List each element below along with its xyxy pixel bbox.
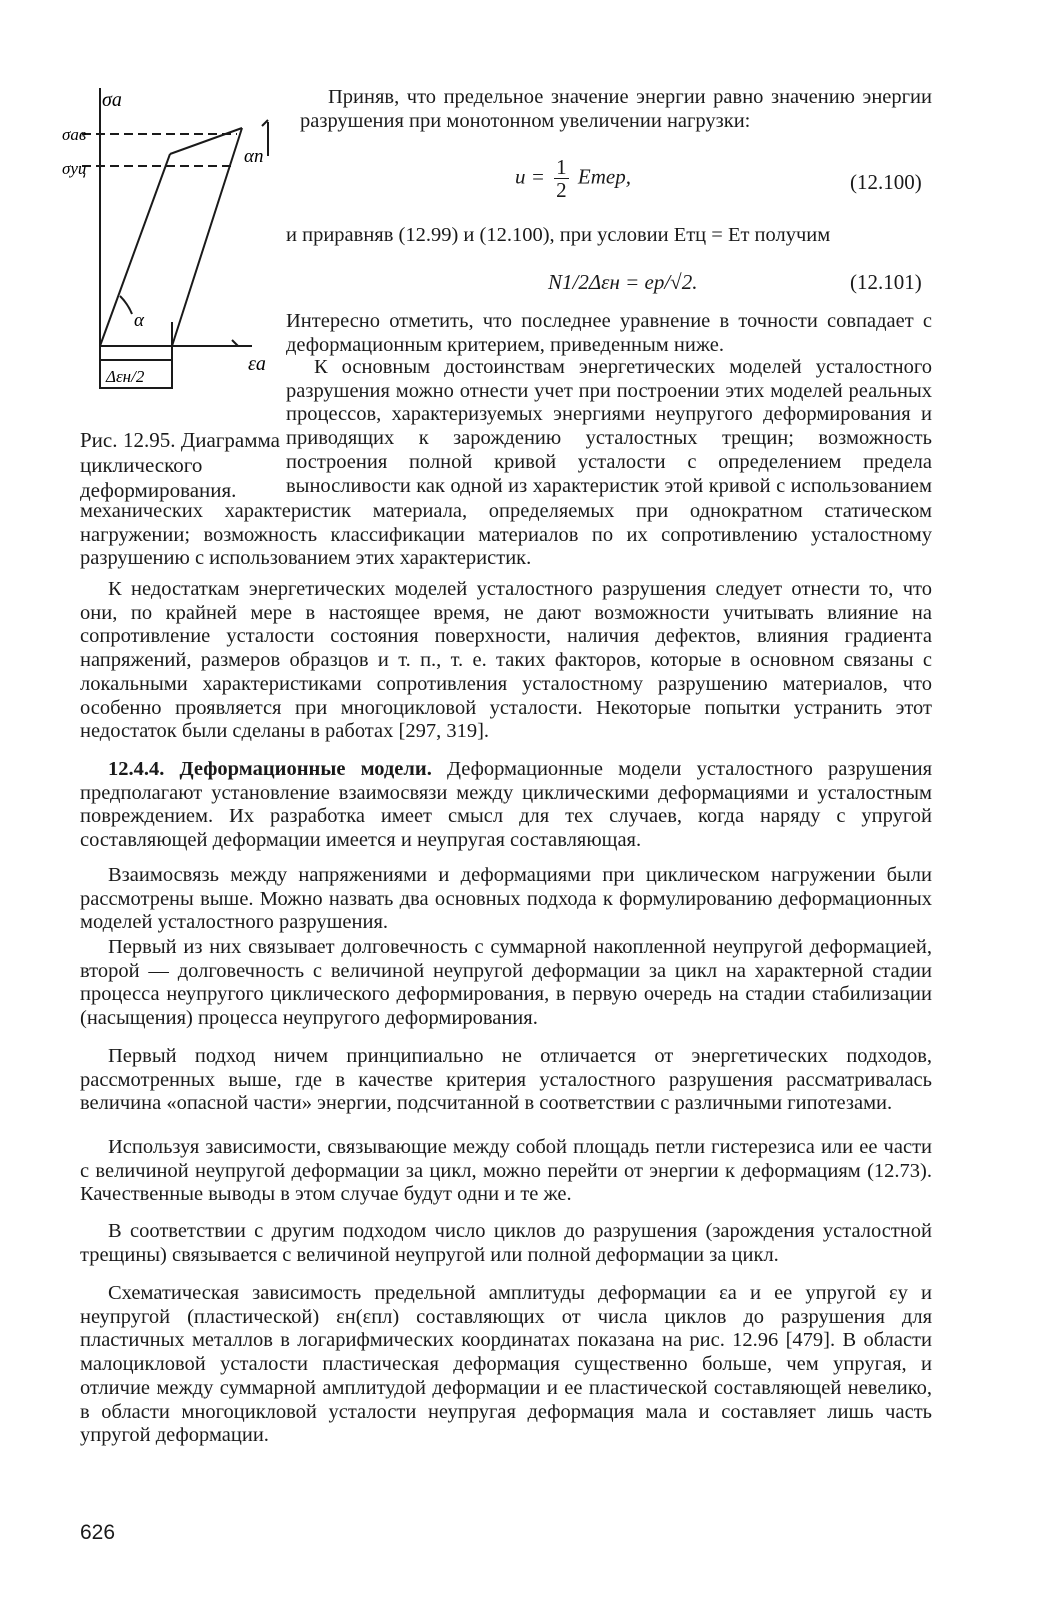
paragraph-10: Схематическая зависимость предельной амплитуды деформации εa и ее упругой εy и неупругой (пластической) εн(εпл) составляющих от числа циклов до разрушения для пластичных металлов в логарифмических координатах показана на рис. 12.96 [479]. В области малоцикловой усталости пластическая деформация существенно больше, чем упругая, и отличие между суммарной амплитудой деформации и ее пластической составляющей невелико, в области многоцикловой усталости неупругая деформация мала и составляет лишь часть упругой деформации. [80, 1282, 932, 1447]
paragraph-7: Первый подход ничем принципиально не отличается от энергетических подходов, рассмотренных выше, где в качестве критерия усталостного разрушения рассматривалась величина «опасной части» энергии, подсчитанной в соответствии с различными гипотезами. [80, 1045, 932, 1115]
equation-12-100 [515, 156, 631, 201]
paragraph-intro: Приняв, что предельное значение энергии равно значению энергии разрушения при монотонном увеличении нагрузки: [300, 86, 932, 132]
eq100-rhs: Eтeр, [577, 164, 631, 189]
label-x-axis: εa [248, 353, 266, 375]
figure-caption: Рис. 12.95. Диаграмма циклического деформирования. [80, 428, 280, 502]
eq100-lhs: u = [515, 164, 551, 189]
paragraph-1: Интересно отметить, что последнее уравнение в точности совпадает с деформационным критерием, приведенным ниже. [286, 310, 932, 356]
eq100-fraction [554, 156, 569, 201]
paragraph-combine: и приравняв (12.99) и (12.100), при условии Eтц = Eт получим [286, 224, 831, 246]
eq100-denominator: 2 [556, 178, 567, 202]
equation-12-101: N1/2Δεн = eр/√2. [548, 270, 698, 294]
paragraph-5: Взаимосвязь между напряжениями и деформациями при циклическом нагружении были рассмотрены выше. Можно назвать два основных подхода к формулированию деформационных моделей усталостного разрушения. [80, 864, 932, 934]
label-sigma-y-c: σyц [62, 159, 87, 178]
label-y-axis: σa [102, 89, 122, 111]
eq100-numerator: 1 [556, 155, 567, 179]
label-alpha-n: αn [244, 146, 264, 167]
section-heading-12-4-4: 12.4.4. Деформационные модели. [108, 758, 432, 780]
paragraph-9: В соответствии с другим подходом число циклов до разрушения (зарождения усталостной трещины) связывается с величиной неупругой или полной деформации за цикл. [80, 1220, 932, 1266]
paragraph-4 [80, 758, 932, 853]
cyclic-deformation-diagram [62, 82, 280, 412]
paragraph-8: Используя зависимости, связывающие между собой площадь петли гистерезиса или ее части с величиной неупругой деформации за цикл, можно перейти от энергии к деформациям (12.73). Качественные выводы в этом случае будут одни и те же. [80, 1136, 932, 1206]
equation-number-12-100: (12.100) [850, 170, 922, 194]
paragraph-2-continued: механических характеристик материала, определяемых при однократном статическом нагружении; возможность классификации материалов по их сопротивлению усталостному разрушению с использованием этих характеристик. [80, 500, 932, 570]
paragraph-3: К недостаткам энергетических моделей усталостного разрушения следует отнести то, что они, по крайней мере в настоящее время, не дают возможности учитывать влияние на сопротивление усталости состояния поверхности, наличия дефектов, влияния градиента напряжений, размеров образцов и т. п., т. е. таких факторов, которые в основном связаны с локальными характеристиками сопротивления усталостному разрушению материалов, что особенно проявляется при многоцикловой усталости. Некоторые попытки устранить этот недостаток были сделаны в работах [297, 319]. [80, 578, 932, 743]
label-alpha: α [134, 310, 144, 331]
equation-number-12-101: (12.101) [850, 270, 922, 294]
label-delta-eps: Δεн/2 [106, 367, 145, 386]
label-sigma-a-v: σaв [62, 125, 87, 144]
figure-cyclic-diagram [62, 82, 280, 412]
paragraph-2-top [286, 356, 932, 497]
paragraph-4-text: Деформационные модели усталостного разрушения предполагают установление взаимосвязи между циклическими деформациями и усталостным повреждением. Их разработка имеет смысл для тех случаев, когда наряду с упругой составляющей деформации имеется и неупругая составляющая. [80, 758, 932, 852]
page-number: 626 [80, 1521, 116, 1544]
paragraph-6: Первый из них связывает долговечность с суммарной накопленной неупругой деформацией, второй — долговечность с величиной неупругой деформации за цикл на характерной стадии процесса неупругого циклического деформирования, в первую очередь на стадии стабилизации (насыщения) процесса неупругого деформирования. [80, 936, 932, 1030]
paragraph-2-text: К основным достоинствам энергетических моделей усталостного разрушения можно отнести учет при построении этих моделей реальных процессов, характеризуемых энергиями неупругого деформирования и приводящих к зарождению усталостных трещин; возможность построения полной кривой усталости с определением предела выносливости как одной из характеристик этой кривой с использованием [286, 356, 932, 497]
